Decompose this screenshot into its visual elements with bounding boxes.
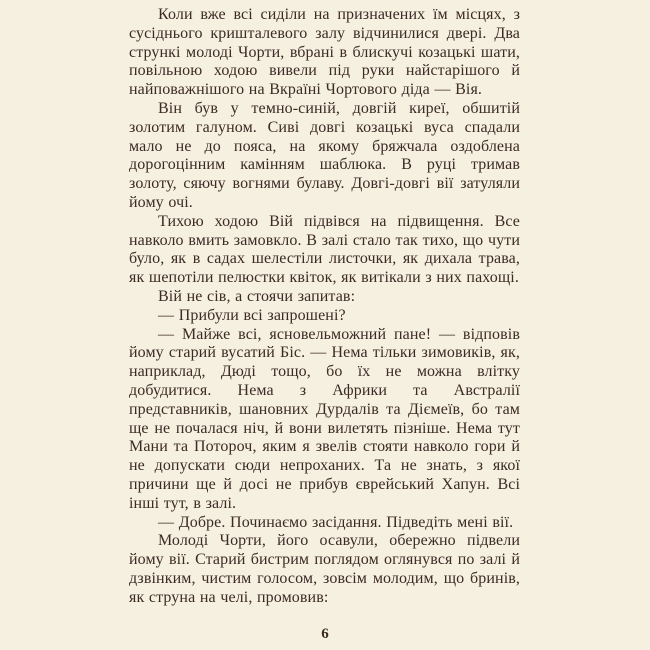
paragraph-narrative-2: Він був у темно-синій, довгій киреї, обшитій золотим галуном. Сиві довгі козацькі вуса спадали мало не до пояса, на якому бряжчала оздоблена дорогоцінним камінням шаблюка. В руці тримав золоту, сяючу вогнями булаву. Довгі-довгі вії затуляли йому очі. [129, 99, 520, 211]
paragraph-dialogue-2: — Майже всі, ясновельможний пане! — відповів йому старий вусатий Біс. — Нема тільки зимовиків, як, наприклад, Дюді тощо, бо їх не можна влітку добудитися. Нема з Африки та Австралії представників, шановних Дурдалів та Діємеїв, бо там ще не почалася ніч, й вони вилетять пізніше. Нема тут Мани та Потороч, яким я звелів стояти навколо гори й не допускати сюди непроханих. Та не знать, з якої причини ще й досі не прибув єврейський Хапун. Всі інші тут, в залі. [129, 325, 520, 512]
paragraph-narrative-5: Молоді Чорти, його осавули, обережно підвели йому вії. Старий бистрим поглядом оглянувся по залі й дзвінким, чистим голосом, зовсім молодим, що бринів, як струна на челі, промовив: [129, 532, 520, 606]
paragraph-dialogue-1: — Прибули всі запрошені? [158, 306, 346, 324]
paragraph-dialogue-3: — Добре. Починаємо засідання. Підведіть мені вії. [158, 513, 514, 531]
page-number: 6 [321, 626, 329, 642]
paragraph-narrative-1: Коли вже всі сиділи на призначених їм місцях, з сусіднього кришталевого залу відчинилися двері. Два стрункі молоді Чорти, вбрані в блискучі козацькі шати, повільною ходою вивели під руки найстарішого й найповажнішого на Вкраїні Чортового діда — Вія. [129, 6, 520, 99]
page-text [129, 6, 520, 608]
paragraph-narrative-4: Вій не сів, а стоячи запитав: [158, 287, 356, 305]
paragraph-narrative-3: Тихою ходою Вій підвівся на підвищення. Все навколо вмить замовкло. В залі стало так тихо, що чути було, як в садах шелестіли листочки, як дихала трава, як шепотіли пелюстки квіток, як витікали з них пахощі. [129, 212, 520, 287]
